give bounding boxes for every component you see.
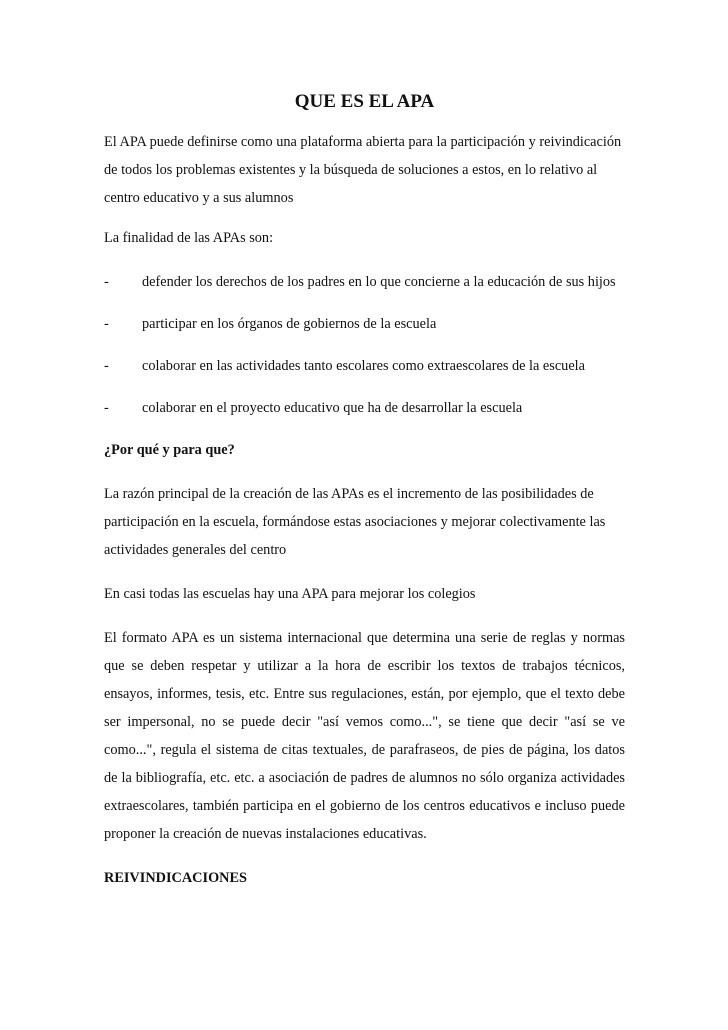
document-title: QUE ES EL APA — [294, 91, 435, 112]
claims-heading: REIVINDICACIONES — [104, 870, 247, 886]
schools-paragraph: En casi todas las escuelas hay una APA para mejorar los colegios — [104, 586, 476, 602]
list-item-text: colaborar en el proyecto educativo que ha de desarrollar la escuela — [142, 400, 523, 416]
why-heading: ¿Por qué y para que? — [104, 442, 235, 458]
bullet-dash: - — [104, 358, 109, 374]
list-item — [104, 310, 625, 338]
document-page — [104, 88, 625, 908]
list-item — [104, 394, 625, 422]
purpose-lead: La finalidad de las APAs son: — [104, 230, 274, 246]
list-item — [104, 352, 625, 380]
list-item-text: participar en los órganos de gobiernos de la escuela — [142, 316, 437, 332]
list-item — [104, 268, 625, 296]
why-paragraph: La razón principal de la creación de las APAs es el incremento de las posibilidades de participación en la escuela, formándose estas asociaciones y mejorar colectivamente las actividades generales del centro — [104, 486, 606, 558]
intro-paragraph: El APA puede definirse como una plataforma abierta para la participación y reivindicación de todos los problemas existentes y la búsqueda de soluciones a estos, en lo relativo al centro educativo y a sus alumnos — [104, 134, 622, 206]
bullet-dash: - — [104, 316, 109, 332]
bullet-dash: - — [104, 400, 109, 416]
list-item-text: defender los derechos de los padres en lo que concierne a la educación de sus hijos — [142, 274, 616, 290]
bullet-dash: - — [104, 274, 109, 290]
format-paragraph: El formato APA es un sistema internacional que determina una serie de reglas y normas que se deben respetar y utilizar a la hora de escribir los textos de trabajos técnicos, ensayos, informes, tesis, etc. Entre sus regulaciones, están, por ejemplo, que el texto debe ser impersonal, no se puede decir "así vemos como...", se tiene que decir "así se ve como...", regula el sistema de citas textuales, de parafraseos, de pies de página, los datos de la bibliografía, etc. etc. a asociación de padres de alumnos no sólo organiza actividades extraescolares, también participa en el gobierno de los centros educativos e incluso puede proponer la creación de nuevas instalaciones educativas. — [104, 630, 625, 842]
purpose-list — [104, 268, 625, 422]
list-item-text: colaborar en las actividades tanto escolares como extraescolares de la escuela — [142, 358, 585, 374]
